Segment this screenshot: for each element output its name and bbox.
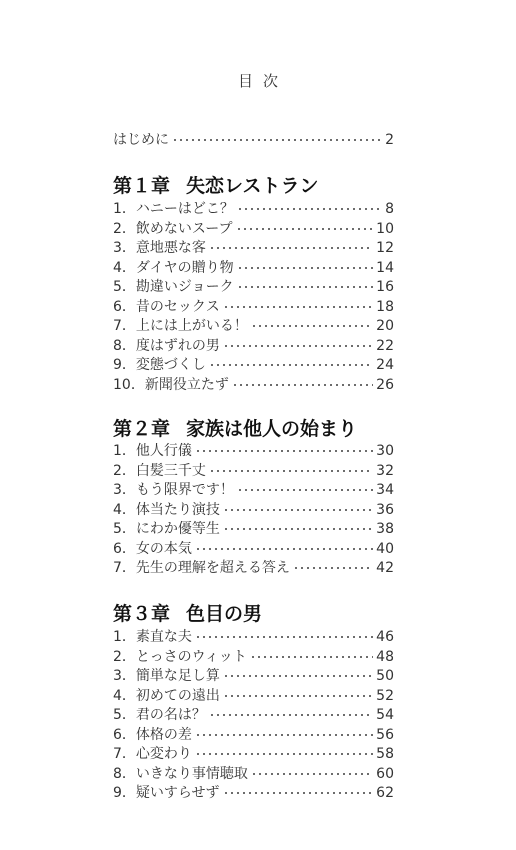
- toc-entry[interactable]: [113, 375, 394, 395]
- entry-label: 2．飲めないスープ: [113, 220, 233, 237]
- entry-label: 4．体当たり演技: [113, 501, 220, 518]
- leader-dots: [195, 626, 373, 640]
- toc-entry[interactable]: [113, 558, 394, 578]
- entry-label: 4．ダイヤの贈り物: [113, 259, 234, 276]
- entry-page: 22: [376, 337, 394, 354]
- toc-entry[interactable]: [113, 500, 394, 520]
- chapter-number: 第２章: [113, 418, 171, 440]
- entry-label: 8．度はずれの男: [113, 337, 220, 354]
- entry-page: 20: [376, 318, 394, 334]
- entry-page: 16: [376, 279, 394, 295]
- toc-entry[interactable]: [113, 480, 394, 500]
- entry-label: 6．体格の差: [113, 726, 192, 743]
- entry-page: 58: [376, 746, 394, 762]
- toc-entry[interactable]: [113, 627, 394, 647]
- leader-dots: [223, 665, 373, 679]
- leader-dots: [251, 315, 373, 329]
- toc-heading: 目次: [237, 72, 288, 90]
- toc-entry[interactable]: [113, 355, 394, 375]
- leader-dots: [195, 724, 373, 738]
- chapter-number: 第１章: [113, 175, 171, 197]
- leader-dots: [209, 354, 373, 368]
- leader-dots: [237, 479, 373, 493]
- entry-label: 3．もう限界です！: [113, 482, 234, 498]
- toc-entry[interactable]: [113, 297, 394, 317]
- leader-dots: [195, 538, 373, 552]
- entry-label: 9．変態づくし: [113, 357, 206, 373]
- entry-page: 36: [376, 501, 394, 518]
- entry-label: 7．上には上がいる！: [113, 318, 248, 334]
- entry-page: 24: [376, 357, 394, 373]
- leader-dots: [232, 374, 373, 388]
- toc-entry[interactable]: [113, 219, 394, 239]
- entry-page: 42: [376, 560, 394, 576]
- toc-entry[interactable]: [113, 461, 394, 481]
- entry-page: 18: [376, 298, 394, 315]
- toc-entry[interactable]: [113, 705, 394, 725]
- chapter-number: 第３章: [113, 603, 171, 625]
- leader-dots: [209, 460, 373, 474]
- leader-dots: [209, 704, 373, 718]
- chapter-heading-3: [113, 599, 413, 626]
- entry-page: 12: [376, 240, 394, 256]
- entry-label: 8．いきなり事情聴取: [113, 765, 248, 782]
- leader-dots: [251, 763, 373, 777]
- toc-entry[interactable]: [113, 336, 394, 356]
- toc-entry[interactable]: [113, 725, 394, 745]
- toc-entry[interactable]: [113, 316, 394, 336]
- leader-dots: [195, 743, 373, 757]
- toc-entry[interactable]: [113, 666, 394, 686]
- entry-page: 10: [376, 220, 394, 237]
- entry-label: 3．簡単な足し算: [113, 668, 220, 684]
- entry-page: 32: [376, 462, 394, 479]
- entry-label: 2．とっさのウィット: [113, 648, 247, 665]
- toc-entry[interactable]: [113, 277, 394, 297]
- toc-entry[interactable]: [113, 783, 394, 803]
- entry-page: 52: [376, 687, 394, 704]
- entry-page: 54: [376, 707, 394, 723]
- entry-page: 30: [376, 443, 394, 459]
- leader-dots: [223, 518, 373, 532]
- leader-dots: [236, 218, 374, 232]
- chapter-2-list: [113, 441, 394, 578]
- toc-entry[interactable]: [113, 686, 394, 706]
- entry-page: 26: [376, 376, 394, 393]
- chapter-title: 家族は他人の始まり: [186, 418, 358, 440]
- entry-page: 8: [385, 201, 394, 217]
- leader-dots: [223, 499, 373, 513]
- entry-label: 4．初めての遠出: [113, 687, 220, 704]
- leader-dots: [195, 440, 373, 454]
- leader-dots: [223, 296, 373, 310]
- entry-label: 7．先生の理解を超える答え: [113, 560, 290, 576]
- entry-label: 7．心変わり: [113, 746, 192, 762]
- leader-dots: [237, 257, 374, 271]
- entry-label: 1．素直な夫: [113, 629, 192, 645]
- chapter-heading-2: [113, 414, 413, 441]
- chapter-title: 色目の男: [186, 603, 263, 625]
- leader-dots: [250, 646, 373, 660]
- leader-dots: [209, 237, 373, 251]
- leader-dots: [237, 198, 382, 212]
- toc-entry[interactable]: [113, 519, 394, 539]
- toc-intro-entry[interactable]: [113, 130, 394, 150]
- entry-label: 5．にわか優等生: [113, 521, 220, 537]
- toc-entry[interactable]: [113, 199, 394, 219]
- toc-entry[interactable]: [113, 647, 394, 667]
- entry-page: 46: [376, 629, 394, 645]
- leader-dots: [172, 129, 382, 143]
- chapter-1-list: [113, 199, 394, 394]
- entry-label: 1．他人行儀: [113, 443, 192, 459]
- entry-label: 5．君の名は？: [113, 707, 206, 723]
- entry-label: 6．女の本気: [113, 540, 192, 557]
- entry-label: 5．勘違いジョーク: [113, 279, 234, 295]
- chapter-heading-1: [113, 171, 413, 198]
- entry-page: 60: [376, 765, 394, 782]
- entry-page: 34: [376, 482, 394, 498]
- entry-page: 62: [376, 785, 394, 801]
- entry-label: 10．新聞役立たず: [113, 376, 229, 393]
- entry-label: 1．ハニーはどこ？: [113, 201, 234, 217]
- chapter-3-list: [113, 627, 394, 803]
- entry-label: 6．昔のセックス: [113, 298, 220, 315]
- entry-label: はじめに: [113, 132, 169, 148]
- entry-page: 50: [376, 668, 394, 684]
- leader-dots: [293, 557, 373, 571]
- leader-dots: [223, 782, 374, 796]
- entry-label: 9．疑いすらせず: [113, 785, 220, 801]
- toc-entry[interactable]: [113, 744, 394, 764]
- entry-page: 14: [376, 259, 394, 276]
- leader-dots: [237, 276, 374, 290]
- leader-dots: [223, 685, 373, 699]
- entry-page: 40: [376, 540, 394, 557]
- chapter-title: 失恋レストラン: [186, 175, 319, 197]
- entry-page: 38: [376, 521, 394, 537]
- entry-page: 48: [376, 648, 394, 665]
- toc-entry[interactable]: [113, 238, 394, 258]
- toc-entry[interactable]: [113, 258, 394, 278]
- toc-entry[interactable]: [113, 539, 394, 559]
- toc-entry[interactable]: [113, 764, 394, 784]
- entry-page: 2: [385, 132, 394, 148]
- leader-dots: [223, 335, 373, 349]
- entry-page: 56: [376, 726, 394, 743]
- entry-label: 3．意地悪な客: [113, 240, 206, 256]
- toc-entry[interactable]: [113, 441, 394, 461]
- entry-label: 2．白髪三千丈: [113, 462, 206, 479]
